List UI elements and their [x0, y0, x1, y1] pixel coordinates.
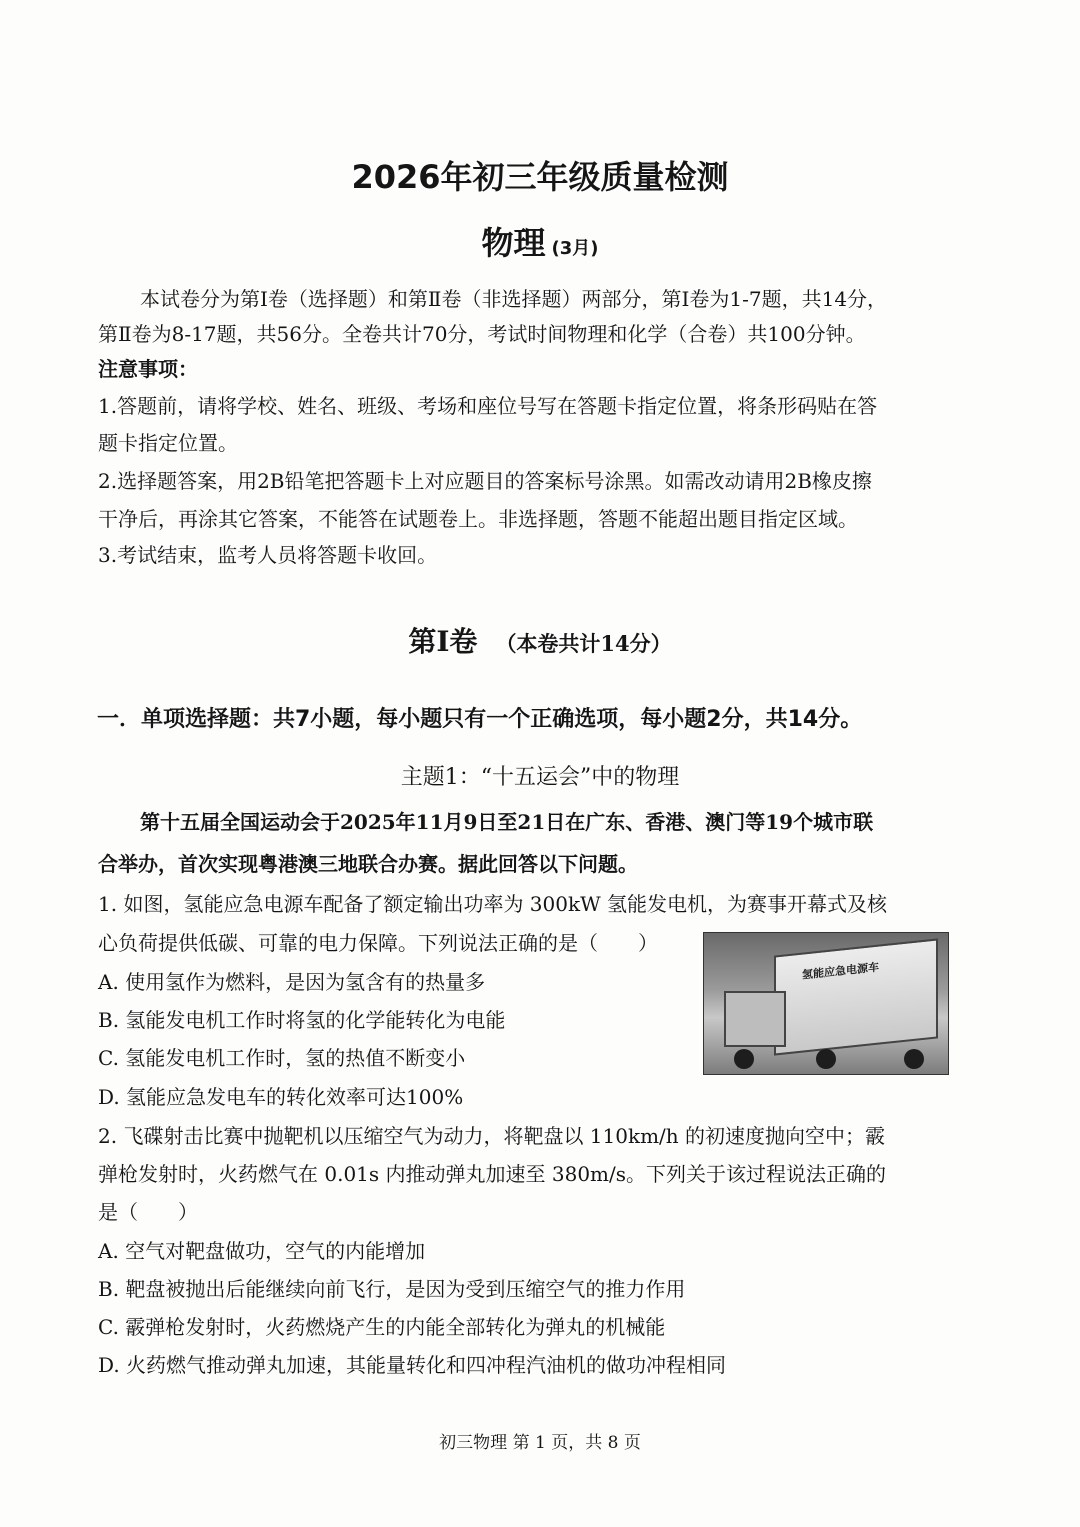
- notice-item-1b: 题卡指定位置。: [98, 431, 238, 455]
- q1-option-a: A. 使用氢作为燃料，是因为氢含有的热量多: [98, 970, 486, 994]
- intro-line-1: 本试卷分为第Ⅰ卷（选择题）和第Ⅱ卷（非选择题）两部分，第Ⅰ卷为1-7题，共14分，: [140, 287, 888, 311]
- notice-heading: 注意事项：: [98, 357, 198, 381]
- truck-label: 氢能应急电源车: [802, 960, 879, 982]
- section-name: 第Ⅰ卷: [408, 625, 478, 658]
- q1-stem-1: 1. 如图，氢能应急电源车配备了额定输出功率为 300kW 氢能发电机，为赛事开幕式及核: [98, 892, 888, 916]
- exam-month: (3月): [551, 238, 599, 259]
- q1-option-b: B. 氢能发电机工作时将氢的化学能转化为电能: [98, 1008, 506, 1032]
- theme-title: 主题1：“十五运会”中的物理: [400, 765, 680, 790]
- notice-item-2a: 2.选择题答案，用2B铅笔把答题卡上对应题目的答案标号涂黑。如需改动请用2B橡皮擦: [98, 469, 872, 493]
- q2-stem-2: 弹枪发射时，火药燃气在 0.01s 内推动弹丸加速至 380m/s。下列关于该过程说法正确的: [98, 1162, 887, 1186]
- question-type-heading: 一．单项选择题：共7小题，每小题只有一个正确选项，每小题2分，共14分。: [97, 707, 863, 732]
- notice-item-2b: 干净后，再涂其它答案，不能答在试题卷上。非选择题，答题不能超出题目指定区域。: [98, 507, 858, 531]
- subject-name: 物理: [481, 224, 546, 262]
- section-title: [0, 620, 1080, 660]
- q2-stem-1: 2. 飞碟射击比赛中抛靶机以压缩空气为动力，将靶盘以 110km/h 的初速度抛向空中；霰: [98, 1124, 886, 1148]
- q1-option-c: C. 氢能发电机工作时，氢的热值不断变小: [98, 1046, 466, 1070]
- intro-line-2: 第Ⅱ卷为8-17题，共56分。全卷共计70分，考试时间物理和化学（合卷）共100分钟。: [98, 322, 866, 346]
- q2-option-b: B. 靶盘被抛出后能继续向前飞行，是因为受到压缩空气的推力作用: [98, 1277, 686, 1301]
- truck-wheel: [904, 1049, 924, 1069]
- notice-item-1a: 1.答题前，请将学校、姓名、班级、考场和座位号写在答题卡指定位置，将条形码贴在答: [98, 394, 878, 418]
- subject-title: [0, 218, 1080, 264]
- hydrogen-power-truck-photo: [703, 932, 949, 1075]
- q2-option-d: D. 火药燃气推动弹丸加速，其能量转化和四冲程汽油机的做功冲程相同: [98, 1353, 727, 1377]
- truck-body: [774, 938, 938, 1055]
- truck-cab: [724, 991, 786, 1047]
- truck-wheel: [734, 1049, 754, 1069]
- notice-item-3: 3.考试结束，监考人员将答题卡收回。: [98, 543, 438, 567]
- section-score-note: （本卷共计14分）: [495, 631, 672, 656]
- background-line-2: 合举办，首次实现粤港澳三地联合办赛。据此回答以下问题。: [98, 852, 638, 876]
- truck-wheel: [816, 1049, 836, 1069]
- q2-option-c: C. 霰弹枪发射时，火药燃烧产生的内能全部转化为弹丸的机械能: [98, 1315, 666, 1339]
- page-footer: 初三物理 第 1 页，共 8 页: [439, 1433, 641, 1453]
- exam-title: 2026年初三年级质量检测: [351, 158, 729, 196]
- q1-option-d: D. 氢能应急发电车的转化效率可达100%: [98, 1085, 464, 1109]
- q1-stem-2: 心负荷提供低碳、可靠的电力保障。下列说法正确的是（ ）: [98, 931, 658, 955]
- q2-option-a: A. 空气对靶盘做功，空气的内能增加: [98, 1239, 426, 1263]
- background-line-1: 第十五届全国运动会于2025年11月9日至21日在广东、香港、澳门等19个城市联: [140, 810, 874, 834]
- q2-stem-3: 是（ ）: [98, 1200, 198, 1224]
